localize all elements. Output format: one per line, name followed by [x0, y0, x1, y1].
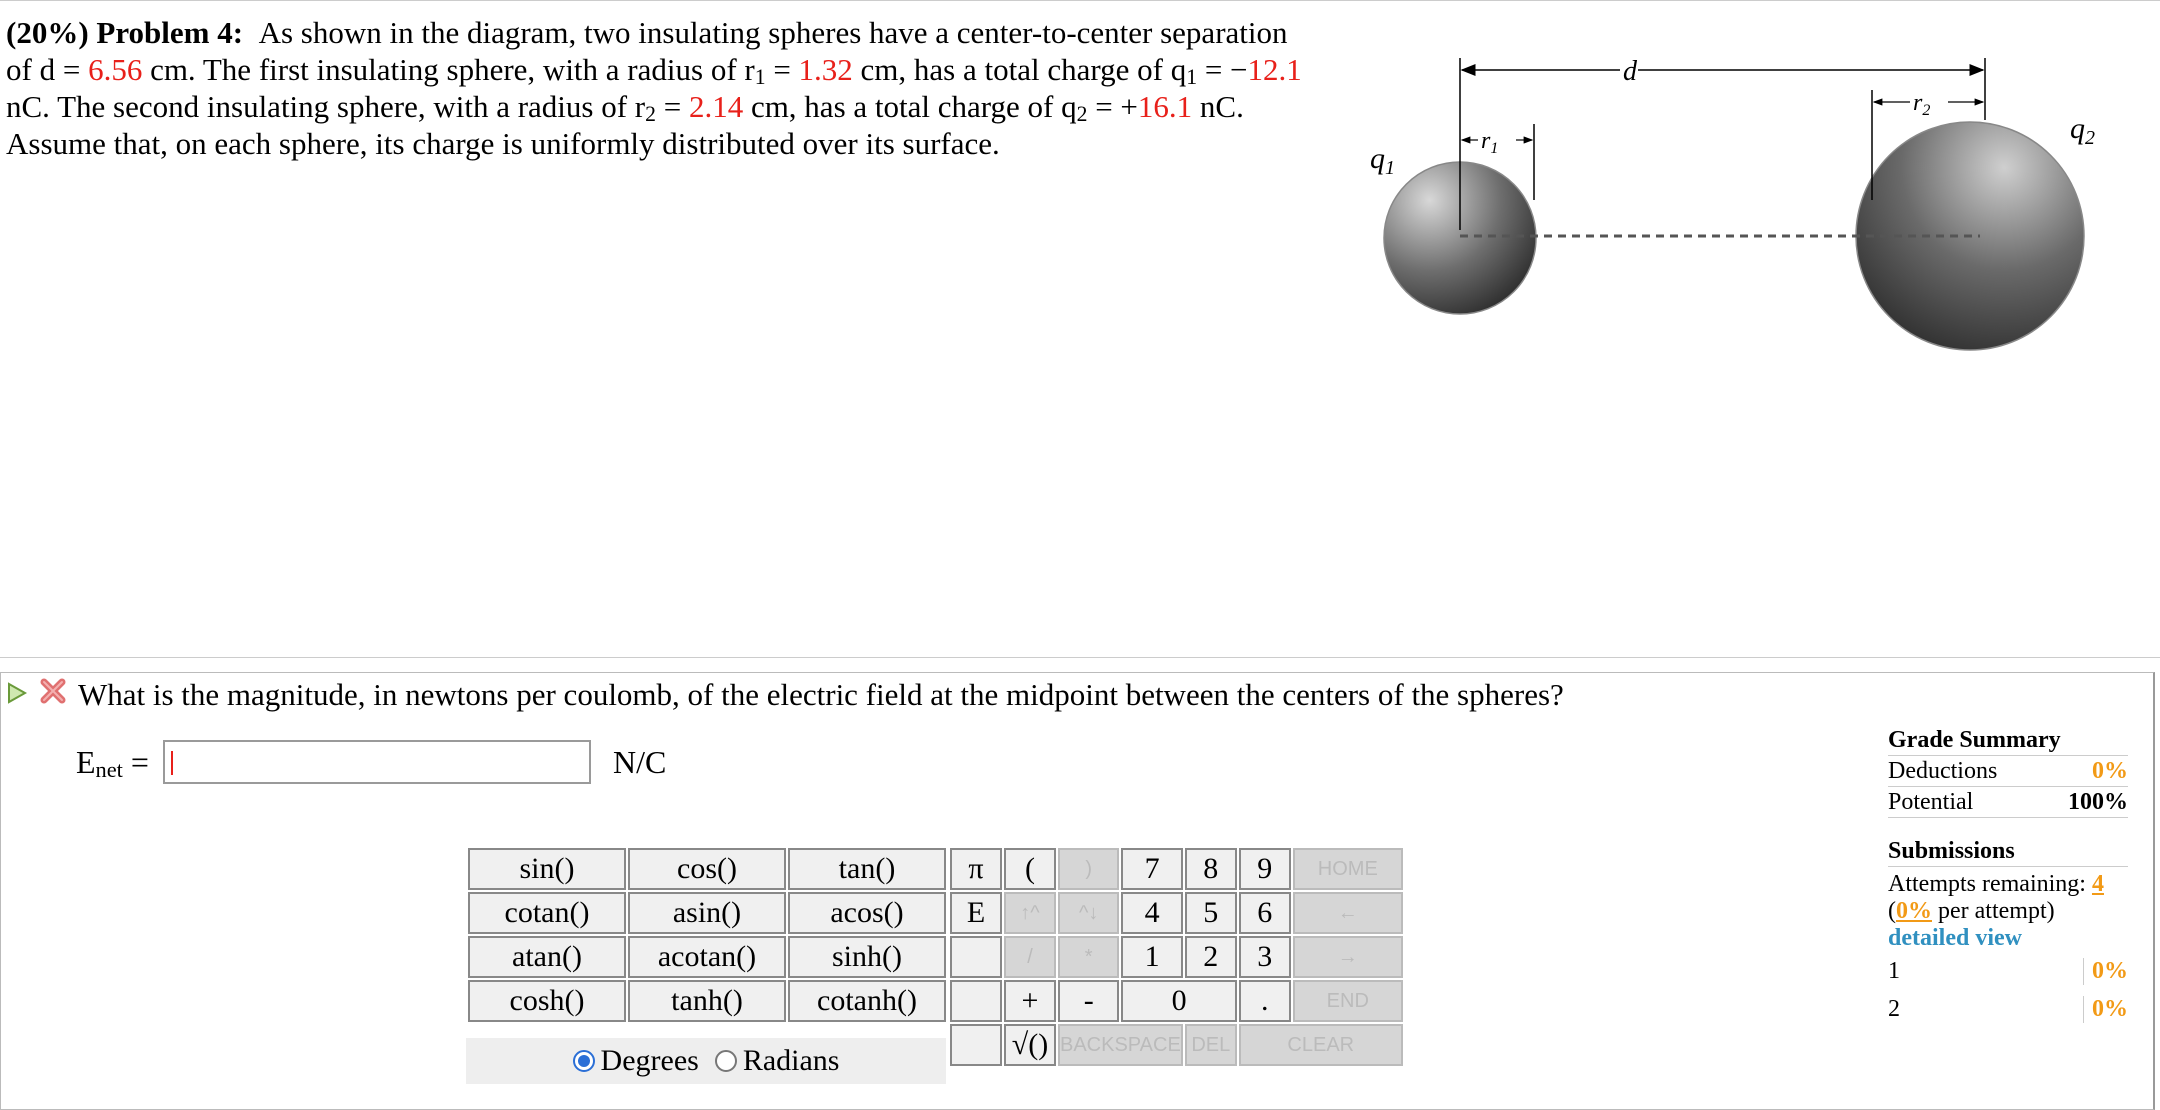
- submissions-title: Submissions: [1888, 836, 2128, 867]
- equals-sign: =: [122, 743, 149, 780]
- submission-number: 2: [1888, 995, 1900, 1022]
- key-tan[interactable]: tan(): [788, 848, 946, 890]
- key-cotan[interactable]: cotan(): [468, 892, 626, 934]
- key-divide[interactable]: /: [1004, 936, 1056, 978]
- key-2[interactable]: 2: [1185, 936, 1237, 978]
- key-blank-1: [950, 936, 1002, 978]
- key-acos[interactable]: acos(): [788, 892, 946, 934]
- key-1[interactable]: 1: [1121, 936, 1182, 978]
- per-attempt: [1888, 898, 2128, 925]
- key-right-arrow[interactable]: →: [1293, 936, 1403, 978]
- problem-text: cm, has a total charge of q: [743, 89, 1077, 124]
- degrees-radio[interactable]: [573, 1050, 595, 1072]
- submission-number: 1: [1888, 957, 1900, 984]
- problem-text: cm. The first insulating sphere, with a radius of r: [142, 52, 755, 87]
- r2-label: $r_2$: [1913, 90, 1931, 119]
- radians-label: Radians: [742, 1044, 840, 1077]
- top-border: [0, 0, 2160, 1]
- key-end[interactable]: END: [1293, 980, 1403, 1022]
- problem-text: = −: [1197, 52, 1248, 87]
- subscript: 1: [754, 65, 766, 89]
- key-8[interactable]: 8: [1185, 848, 1237, 890]
- key-sin[interactable]: sin(): [468, 848, 626, 890]
- question-text: What is the magnitude, in newtons per coulomb, of the electric field at the midpoint between the centers of the spheres?: [78, 677, 1564, 712]
- problem-text: = +: [1087, 89, 1138, 124]
- key-multiply[interactable]: *: [1058, 936, 1119, 978]
- problem-label: Problem 4:: [96, 15, 244, 50]
- key-4[interactable]: 4: [1121, 892, 1182, 934]
- r1-value: 1.32: [798, 52, 853, 87]
- play-icon[interactable]: [6, 677, 28, 713]
- submission-score: 0%: [2083, 958, 2128, 985]
- potential-row: [1888, 787, 2128, 818]
- answer-row: [76, 740, 666, 784]
- question-line: [6, 676, 1564, 714]
- degrees-label: Degrees: [600, 1044, 699, 1077]
- key-6[interactable]: 6: [1239, 892, 1291, 934]
- submissions-section: [1888, 836, 2128, 1028]
- q2-value: 16.1: [1137, 89, 1193, 124]
- r1-label: $r_1$: [1481, 128, 1499, 157]
- q2-label: $q_2$: [2070, 112, 2095, 149]
- problem-text: nC. The second insulating sphere, with a radius of r: [6, 89, 646, 124]
- potential-value: 100%: [2068, 788, 2128, 815]
- key-rparen[interactable]: ): [1058, 848, 1119, 890]
- per-attempt-label: per attempt): [1932, 898, 2055, 924]
- function-keypad: [466, 846, 948, 1024]
- per-attempt-value: 0%: [1896, 898, 1932, 924]
- attempts-value: 4: [2091, 871, 2104, 897]
- key-down-power[interactable]: ^↓: [1058, 892, 1119, 934]
- problem-text: =: [655, 89, 689, 124]
- key-cotanh[interactable]: cotanh(): [788, 980, 946, 1022]
- subscript: 2: [1076, 102, 1088, 126]
- key-asin[interactable]: asin(): [628, 892, 786, 934]
- subscript: 2: [645, 102, 656, 126]
- attempts-label: Attempts remaining:: [1888, 871, 2092, 897]
- key-e[interactable]: E: [950, 892, 1002, 934]
- q1-label: $q_1$: [1370, 142, 1395, 179]
- radians-radio[interactable]: [715, 1050, 737, 1072]
- d-label: d: [1623, 56, 1637, 87]
- text-caret: [171, 751, 173, 775]
- key-7[interactable]: 7: [1121, 848, 1182, 890]
- key-0[interactable]: 0: [1121, 980, 1236, 1022]
- key-pi[interactable]: π: [950, 848, 1002, 890]
- key-del[interactable]: DEL: [1185, 1024, 1237, 1066]
- subscript: 1: [1186, 65, 1198, 89]
- deductions-row: [1888, 756, 2128, 787]
- key-up-power[interactable]: ↑^: [1004, 892, 1056, 934]
- key-left-arrow[interactable]: ←: [1293, 892, 1403, 934]
- submission-score: 0%: [2083, 996, 2128, 1023]
- key-acotan[interactable]: acotan(): [628, 936, 786, 978]
- unit-label: N/C: [612, 743, 667, 780]
- key-clear[interactable]: CLEAR: [1239, 1024, 1403, 1066]
- key-cos[interactable]: cos(): [628, 848, 786, 890]
- q1-value: 12.1: [1247, 52, 1302, 87]
- key-backspace[interactable]: BACKSPACE: [1058, 1024, 1183, 1066]
- key-dot[interactable]: .: [1239, 980, 1291, 1022]
- submission-row: [1888, 952, 2128, 990]
- potential-label: Potential: [1888, 788, 1974, 815]
- problem-text: =: [765, 52, 799, 87]
- spheres-diagram: [1370, 40, 2130, 370]
- section-divider: [0, 657, 2160, 658]
- key-minus[interactable]: -: [1058, 980, 1119, 1022]
- key-sinh[interactable]: sinh(): [788, 936, 946, 978]
- problem-text: As shown in the diagram, two insulating spheres have a center-to-center separation of d =: [6, 15, 1288, 87]
- deductions-label: Deductions: [1888, 757, 1998, 784]
- key-home[interactable]: HOME: [1293, 848, 1403, 890]
- grade-summary-title: Grade Summary: [1888, 725, 2128, 756]
- var-main: E: [76, 743, 96, 780]
- grade-summary: [1888, 725, 2128, 1028]
- key-lparen[interactable]: (: [1004, 848, 1056, 890]
- problem-weight: (20%): [6, 15, 89, 50]
- incorrect-x-icon: [38, 676, 68, 714]
- key-3[interactable]: 3: [1239, 936, 1291, 978]
- var-sub: net: [95, 756, 123, 782]
- key-sqrt[interactable]: √(): [1004, 1024, 1056, 1066]
- problem-text: nC. Assume that, on each sphere, its charge is uniformly distributed over its surface.: [6, 89, 1244, 161]
- detailed-view-link[interactable]: detailed view: [1888, 925, 2022, 951]
- d-value: 6.56: [88, 52, 143, 87]
- paren: (: [1888, 898, 1896, 924]
- problem-statement: [6, 14, 1306, 162]
- submission-row: [1888, 990, 2128, 1028]
- r2-value: 2.14: [688, 89, 744, 124]
- key-blank-3: [950, 1024, 1002, 1066]
- key-blank-2: [950, 980, 1002, 1022]
- key-plus[interactable]: +: [1004, 980, 1056, 1022]
- deductions-value: 0%: [2092, 757, 2128, 784]
- key-atan[interactable]: atan(): [468, 936, 626, 978]
- key-9[interactable]: 9: [1239, 848, 1291, 890]
- problem-text: cm, has a total charge of q: [852, 52, 1187, 87]
- key-cosh[interactable]: cosh(): [468, 980, 626, 1022]
- key-5[interactable]: 5: [1185, 892, 1237, 934]
- angle-mode-row: [466, 1038, 946, 1084]
- attempts-remaining: [1888, 871, 2128, 898]
- answer-variable: [76, 744, 149, 781]
- number-keypad: [948, 846, 1405, 1068]
- key-tanh[interactable]: tanh(): [628, 980, 786, 1022]
- answer-input[interactable]: [163, 740, 591, 784]
